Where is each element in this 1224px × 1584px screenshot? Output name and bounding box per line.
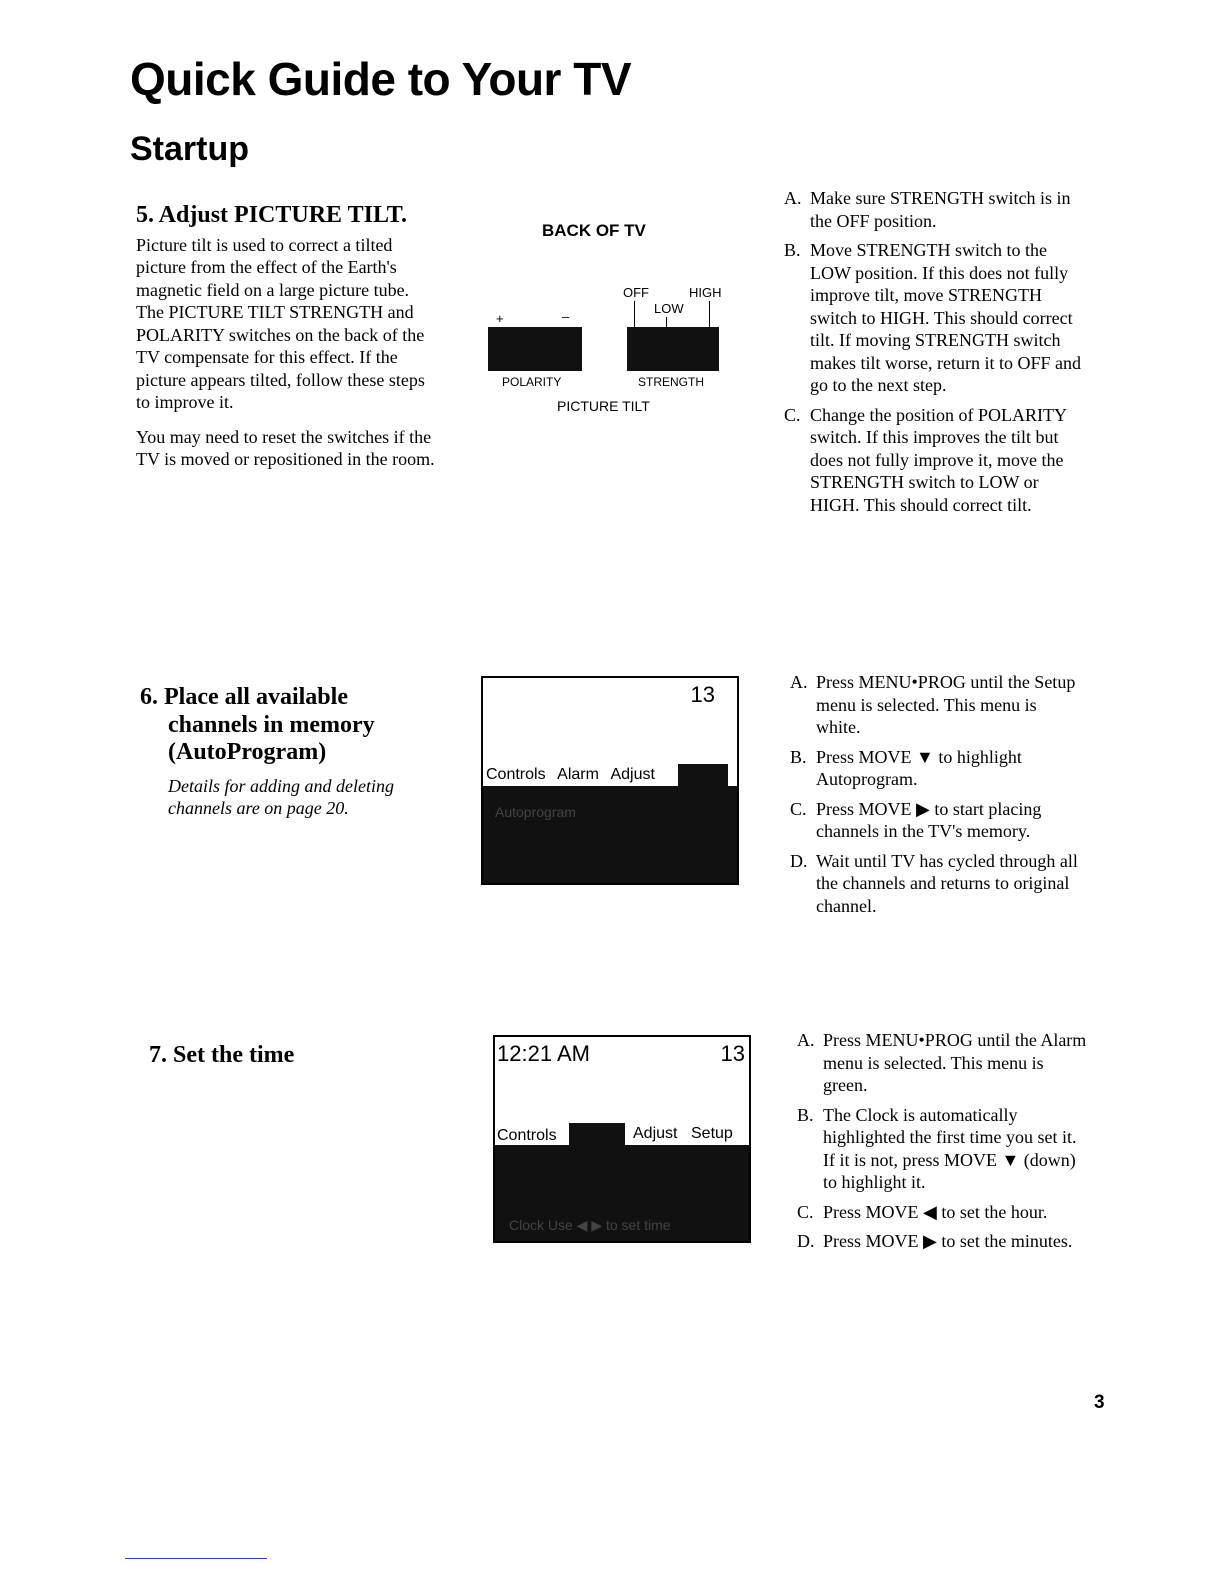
list-item: D. Press MOVE ▶ to set the minutes. — [797, 1231, 1073, 1251]
high-tick — [709, 301, 710, 327]
page-title: Quick Guide to Your TV — [130, 53, 632, 105]
menu-item-alarm-highlight — [569, 1123, 625, 1145]
low-label: LOW — [654, 301, 684, 316]
picture-tilt-diagram — [480, 215, 740, 425]
menu-item-adjust: Adjust — [610, 766, 655, 783]
autoprogram-item: Autoprogram — [495, 804, 576, 820]
menu-item-adjust: Adjust — [633, 1125, 678, 1142]
list-item: D. Wait until TV has cycled through all the channels and returns to original channel. — [790, 850, 1078, 916]
diagram-caption: PICTURE TILT — [557, 398, 650, 414]
list-item: B. Move STRENGTH switch to the LOW position. If this does not fully improve tilt, move STRENGTH switch to HIGH. This should correct tilt. If moving STRENGTH switch makes tilt worse, return it to OFF and go to the next step. — [784, 240, 1081, 395]
strength-switch — [627, 327, 719, 371]
step6-heading: (AutoProgram) — [168, 739, 327, 766]
menu-item-controls: Controls — [486, 766, 546, 783]
step6-heading: channels in memory — [168, 711, 375, 738]
step5-instructions — [784, 187, 1084, 523]
strength-label: STRENGTH — [638, 375, 704, 389]
clock-item: Clock Use ◀ ▶ to set time — [509, 1217, 671, 1233]
list-item: A. Press MENU•PROG until the Setup menu is selected. This menu is white. — [790, 672, 1076, 737]
polarity-switch — [488, 327, 582, 371]
menu-panel — [483, 786, 737, 883]
step6-heading: 6. Place all available — [140, 684, 348, 710]
list-item: C. Press MOVE ◀ to set the hour. — [797, 1201, 1048, 1222]
channel-number: 13 — [690, 682, 715, 707]
step5-text — [136, 202, 436, 483]
alarm-menu-screen — [493, 1035, 751, 1243]
step6-text — [140, 684, 440, 820]
menu-item-setup-highlight — [678, 764, 728, 786]
section-title: Startup — [130, 130, 249, 168]
list-item: C. Change the position of POLARITY switch. If this improves the tilt but does not fully improve it, move the STRENGTH switch to LOW or HIGH. This should correct tilt. — [784, 404, 1067, 515]
list-item: B. The Clock is automatically highlighted the first time you set it. If it is not, press MOVE ▼ (down) to highlight it. — [797, 1104, 1077, 1192]
step7-instructions — [797, 1029, 1089, 1260]
plus-label: + — [496, 311, 504, 326]
diagram-title: BACK OF TV — [542, 221, 646, 240]
step6-instructions — [790, 671, 1080, 924]
menu-item-alarm: Alarm — [557, 766, 599, 783]
step5-paragraph: Picture tilt is used to correct a tilted picture from the effect of the Earth's magnetic field on a large picture tube. The PICTURE TILT STRENGTH and POLARITY switches on the back of the TV compensate for this effect. If the picture appears tilted, follow these steps to improve it. — [136, 234, 425, 413]
high-label: HIGH — [689, 285, 722, 300]
step5-heading: 5. Adjust PICTURE TILT. — [136, 202, 407, 228]
polarity-label: POLARITY — [502, 375, 562, 389]
setup-menu-screen — [481, 676, 739, 885]
off-label: OFF — [623, 285, 649, 300]
clock-time: 12:21 AM — [497, 1041, 590, 1066]
step6-note: Details for adding and deleting channels are on page 20. — [168, 775, 394, 819]
menu-item-setup: Setup — [691, 1125, 733, 1142]
channel-number: 13 — [720, 1041, 745, 1066]
menu-item-controls: Controls — [497, 1127, 557, 1144]
list-item: A. Press MENU•PROG until the Alarm menu is selected. This menu is green. — [797, 1030, 1087, 1095]
step7-heading: 7. Set the time — [149, 1042, 295, 1068]
page-number: 3 — [1094, 1392, 1105, 1413]
low-tick — [666, 317, 667, 327]
list-item: A. Make sure STRENGTH switch is in the OFF position. — [784, 188, 1071, 231]
list-item: C. Press MOVE ▶ to start placing channels in the TV's memory. — [790, 798, 1042, 841]
minus-label: – — [562, 309, 570, 324]
footer-rule — [125, 1558, 267, 1559]
menu-panel — [495, 1145, 749, 1241]
step5-paragraph: You may need to reset the switches if the TV is moved or repositioned in the room. — [136, 426, 435, 470]
list-item: B. Press MOVE ▼ to highlight Autoprogram. — [790, 746, 1022, 789]
off-tick — [634, 301, 635, 327]
